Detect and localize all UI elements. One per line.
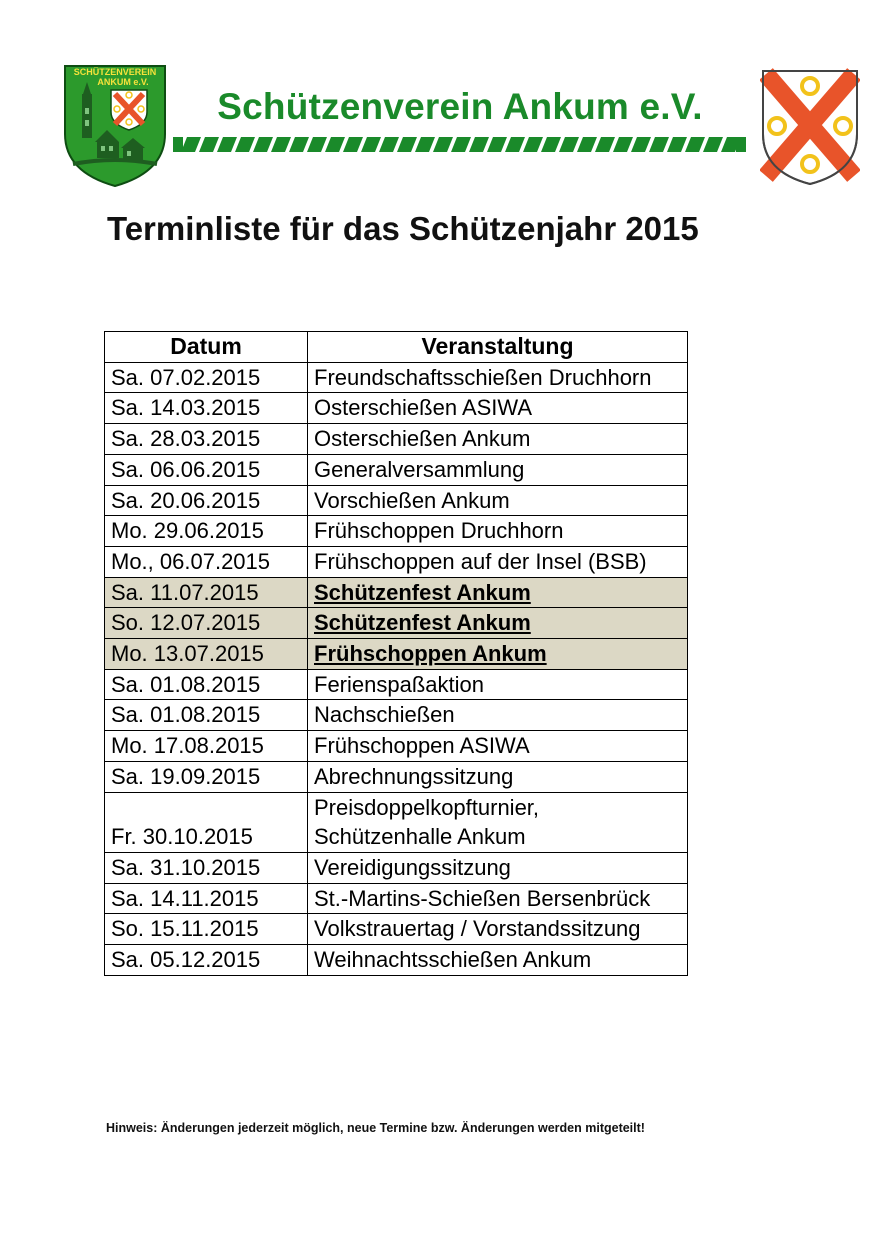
- event-name: St.-Martins-Schießen Bersenbrück: [308, 883, 688, 914]
- event-date: Mo. 29.06.2015: [105, 516, 308, 547]
- event-name: Ferienspaßaktion: [308, 669, 688, 700]
- table-row: [105, 669, 688, 700]
- event-date: Sa. 28.03.2015: [105, 424, 308, 455]
- event-date: So. 12.07.2015: [105, 608, 308, 639]
- event-date: Mo. 13.07.2015: [105, 639, 308, 670]
- footer-note: Hinweis: Änderungen jederzeit möglich, neue Termine bzw. Änderungen werden mitgeteilt!: [106, 1121, 645, 1135]
- event-name: Frühschoppen Druchhorn: [308, 516, 688, 547]
- event-date: Sa. 31.10.2015: [105, 852, 308, 883]
- event-date: Sa. 19.09.2015: [105, 761, 308, 792]
- event-name: Generalversammlung: [308, 454, 688, 485]
- svg-text:ANKUM e.V.: ANKUM e.V.: [97, 77, 149, 87]
- table-row: [105, 516, 688, 547]
- coat-of-arms: [760, 68, 860, 186]
- event-name: Frühschoppen ASIWA: [308, 731, 688, 762]
- column-header-event: Veranstaltung: [308, 332, 688, 363]
- table-row: [105, 914, 688, 945]
- event-name: Frühschoppen Ankum: [308, 639, 688, 670]
- table-row: [105, 792, 688, 852]
- event-date: Sa. 01.08.2015: [105, 700, 308, 731]
- event-date: Sa. 07.02.2015: [105, 362, 308, 393]
- table-row: [105, 577, 688, 608]
- event-name: Preisdoppelkopfturnier, Schützenhalle Ankum: [308, 792, 688, 852]
- event-date: Mo., 06.07.2015: [105, 546, 308, 577]
- title-underline-bar: [173, 137, 746, 152]
- event-name: Osterschießen Ankum: [308, 424, 688, 455]
- event-name: Vorschießen Ankum: [308, 485, 688, 516]
- event-name: Schützenfest Ankum: [308, 608, 688, 639]
- event-name: Nachschießen: [308, 700, 688, 731]
- event-name: Volkstrauertag / Vorstandssitzung: [308, 914, 688, 945]
- event-date: Sa. 06.06.2015: [105, 454, 308, 485]
- event-name: Abrechnungssitzung: [308, 761, 688, 792]
- table-row: [105, 700, 688, 731]
- column-header-date: Datum: [105, 332, 308, 363]
- event-name: Freundschaftsschießen Druchhorn: [308, 362, 688, 393]
- event-name: Weihnachtsschießen Ankum: [308, 945, 688, 976]
- page-title: Terminliste für das Schützenjahr 2015: [107, 210, 699, 247]
- table-row: [105, 424, 688, 455]
- event-name: Vereidigungssitzung: [308, 852, 688, 883]
- table-row: [105, 608, 688, 639]
- events-table: [104, 331, 688, 976]
- event-date: Sa. 11.07.2015: [105, 577, 308, 608]
- event-date: Mo. 17.08.2015: [105, 731, 308, 762]
- table-row: [105, 761, 688, 792]
- event-date: Fr. 30.10.2015: [105, 792, 308, 852]
- event-date: Sa. 14.11.2015: [105, 883, 308, 914]
- table-row: [105, 883, 688, 914]
- table-row: [105, 454, 688, 485]
- table-row: [105, 546, 688, 577]
- table-row: [105, 393, 688, 424]
- club-logo: [63, 64, 167, 188]
- event-name: Schützenfest Ankum: [308, 577, 688, 608]
- table-row: [105, 945, 688, 976]
- club-logo-text: SCHÜTZENVEREIN: [73, 67, 157, 77]
- event-date: Sa. 01.08.2015: [105, 669, 308, 700]
- table-row: [105, 852, 688, 883]
- table-row: [105, 362, 688, 393]
- event-date: Sa. 05.12.2015: [105, 945, 308, 976]
- event-date: Sa. 20.06.2015: [105, 485, 308, 516]
- table-row: [105, 731, 688, 762]
- table-row: [105, 639, 688, 670]
- event-date: So. 15.11.2015: [105, 914, 308, 945]
- club-name: Schützenverein Ankum e.V.: [217, 86, 703, 127]
- table-row: [105, 485, 688, 516]
- event-name: Frühschoppen auf der Insel (BSB): [308, 546, 688, 577]
- event-name: Osterschießen ASIWA: [308, 393, 688, 424]
- table-header-row: [105, 332, 688, 363]
- event-date: Sa. 14.03.2015: [105, 393, 308, 424]
